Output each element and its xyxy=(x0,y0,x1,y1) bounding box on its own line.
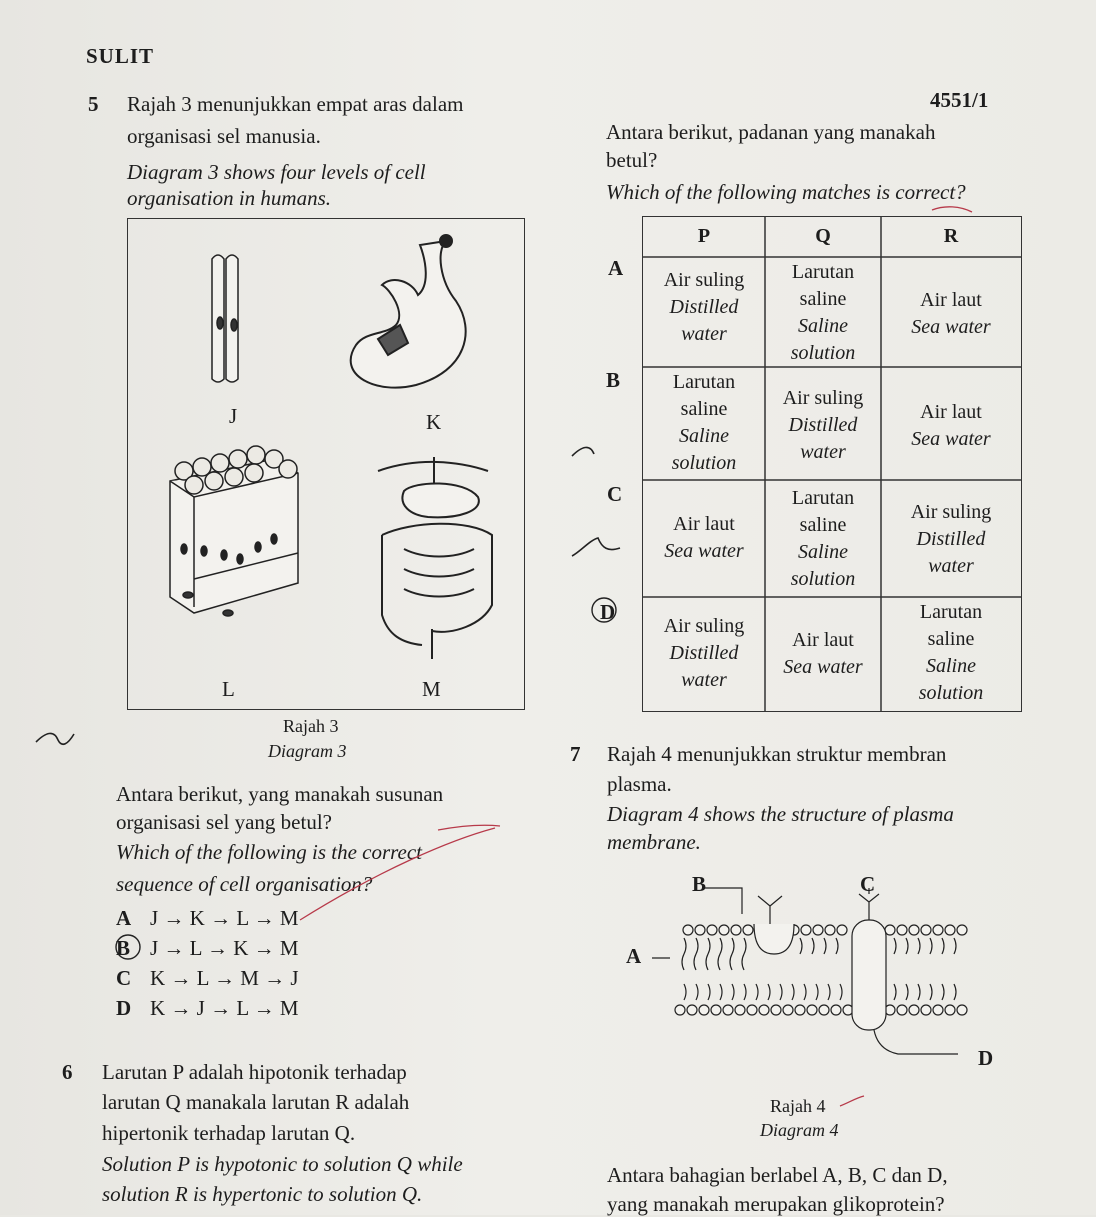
table-option-c[interactable]: C xyxy=(607,482,623,506)
cell-line: Air suling xyxy=(663,269,745,291)
cell-line: Distilled xyxy=(788,414,858,436)
membrane-label-a: A xyxy=(626,944,642,968)
q7-stem-en-2: membrane. xyxy=(607,830,701,854)
q5-question-en-2: sequence of cell organisation? xyxy=(116,872,373,896)
label-j: J xyxy=(229,404,238,428)
q6-right-stem-ms-1: Antara berikut, padanan yang manakah xyxy=(606,120,936,144)
answer-circle-mark xyxy=(592,598,616,622)
membrane-label-b: B xyxy=(692,872,707,896)
header-p: P xyxy=(697,225,711,247)
q5-question-en-1: Which of the following is the correct xyxy=(116,840,423,864)
cell-line: Air laut xyxy=(673,513,735,535)
label-m: M xyxy=(422,677,441,701)
cell-line: Saline xyxy=(679,425,729,447)
sulit-label: SULIT xyxy=(86,44,155,68)
cell-line: saline xyxy=(927,628,975,650)
cell-line: Sea water xyxy=(783,656,863,678)
diagram-3-caption-ms: Rajah 3 xyxy=(283,716,339,736)
q5-stem-ms-2: organisasi sel manusia. xyxy=(127,124,321,148)
cell-line: Saline xyxy=(926,655,976,677)
cell-line: saline xyxy=(680,398,728,420)
q7-number: 7 xyxy=(570,742,581,766)
q7-question-ms-1: Antara bahagian berlabel A, B, C dan D, xyxy=(607,1163,948,1187)
table-option-d[interactable]: D xyxy=(600,600,616,624)
header-q: Q xyxy=(815,225,831,247)
membrane-label-c: C xyxy=(860,872,876,896)
cell-line: Larutan xyxy=(672,371,736,393)
q6-stem-en-1: Solution P is hypotonic to solution Q while xyxy=(102,1152,463,1176)
cell-line: Sea water xyxy=(664,540,744,562)
option-letter: C xyxy=(116,966,132,990)
cell-line: Larutan xyxy=(791,261,855,283)
pen-stroke xyxy=(572,447,594,456)
cell-line: Distilled xyxy=(669,642,739,664)
q5-number: 5 xyxy=(88,92,99,116)
q6-stem-ms-1: Larutan P adalah hipotonik terhadap xyxy=(102,1060,407,1084)
cell-line: Air suling xyxy=(910,501,992,523)
cell-line: water xyxy=(681,669,727,691)
cell-line: saline xyxy=(799,514,847,536)
option-text: K → J → L → M xyxy=(150,996,299,1020)
answer-circle-mark xyxy=(116,935,140,959)
q6-right-stem-en: Which of the following matches is correct? xyxy=(606,180,966,204)
cell-line: Distilled xyxy=(916,528,986,550)
membrane-label-d: D xyxy=(978,1046,994,1070)
diagram-3-caption-en: Diagram 3 xyxy=(268,741,347,761)
cell-line: solution xyxy=(671,452,737,474)
q7-question-ms-2: yang manakah merupakan glikoprotein? xyxy=(607,1192,945,1216)
q5-stem-en-2: organisation in humans. xyxy=(127,186,331,210)
diagram-4-caption-ms: Rajah 4 xyxy=(770,1096,826,1116)
q5-stem-en-1: Diagram 3 shows four levels of cell xyxy=(127,160,426,184)
cell-line: Air laut xyxy=(920,289,982,311)
option-letter: A xyxy=(116,906,132,930)
cell-line: Air laut xyxy=(920,401,982,423)
q6-right-stem-ms-2: betul? xyxy=(606,148,658,172)
q5-stem-ms-1: Rajah 3 menunjukkan empat aras dalam xyxy=(127,92,464,116)
q7-stem-ms-2: plasma. xyxy=(607,772,672,796)
q7-stem-ms-1: Rajah 4 menunjukkan struktur membran xyxy=(607,742,947,766)
diagram-4-caption-en: Diagram 4 xyxy=(760,1120,839,1140)
option-text: J → K → L → M xyxy=(150,906,299,930)
cell-line: solution xyxy=(918,682,984,704)
cell-line: Saline xyxy=(798,315,848,337)
q6-number: 6 xyxy=(62,1060,73,1084)
option-letter: D xyxy=(116,996,132,1020)
cell-line: Air laut xyxy=(792,629,854,651)
q7-stem-en-1: Diagram 4 shows the structure of plasma xyxy=(607,802,954,826)
q6-stem-ms-2: larutan Q manakala larutan R adalah xyxy=(102,1090,410,1114)
cell-line: solution xyxy=(790,342,856,364)
q5-question-ms-2: organisasi sel yang betul? xyxy=(116,810,332,834)
label-k: K xyxy=(426,410,442,434)
cell-line: Sea water xyxy=(911,316,991,338)
q5-question-ms-1: Antara berikut, yang manakah susunan xyxy=(116,782,444,806)
cell-line: water xyxy=(800,441,846,463)
pen-stroke xyxy=(300,828,495,920)
cell-line: Distilled xyxy=(669,296,739,318)
q6-stem-en-2: solution R is hypertonic to solution Q. xyxy=(102,1182,423,1206)
q6-stem-ms-3: hipertonik terhadap larutan Q. xyxy=(102,1121,356,1145)
cell-line: solution xyxy=(790,568,856,590)
cell-line: Larutan xyxy=(791,487,855,509)
cell-line: Sea water xyxy=(911,428,991,450)
pen-stroke xyxy=(840,1096,864,1106)
pen-stroke xyxy=(932,207,972,212)
cell-line: water xyxy=(928,555,974,577)
paper-code: 4551/1 xyxy=(930,88,989,112)
cell-line: water xyxy=(681,323,727,345)
option-text: J → L → K → M xyxy=(150,936,299,960)
table-option-a[interactable]: A xyxy=(608,256,624,280)
cell-line: Air suling xyxy=(663,615,745,637)
header-r: R xyxy=(943,225,959,247)
label-l: L xyxy=(222,677,235,701)
table-option-b[interactable]: B xyxy=(606,368,621,392)
cell-line: Air suling xyxy=(782,387,864,409)
pen-stroke xyxy=(572,538,620,556)
option-letter: B xyxy=(116,936,131,960)
cell-line: Larutan xyxy=(919,601,983,623)
pen-stroke xyxy=(36,733,74,744)
option-text: K → L → M → J xyxy=(150,966,299,990)
cell-line: saline xyxy=(799,288,847,310)
cell-line: Saline xyxy=(798,541,848,563)
